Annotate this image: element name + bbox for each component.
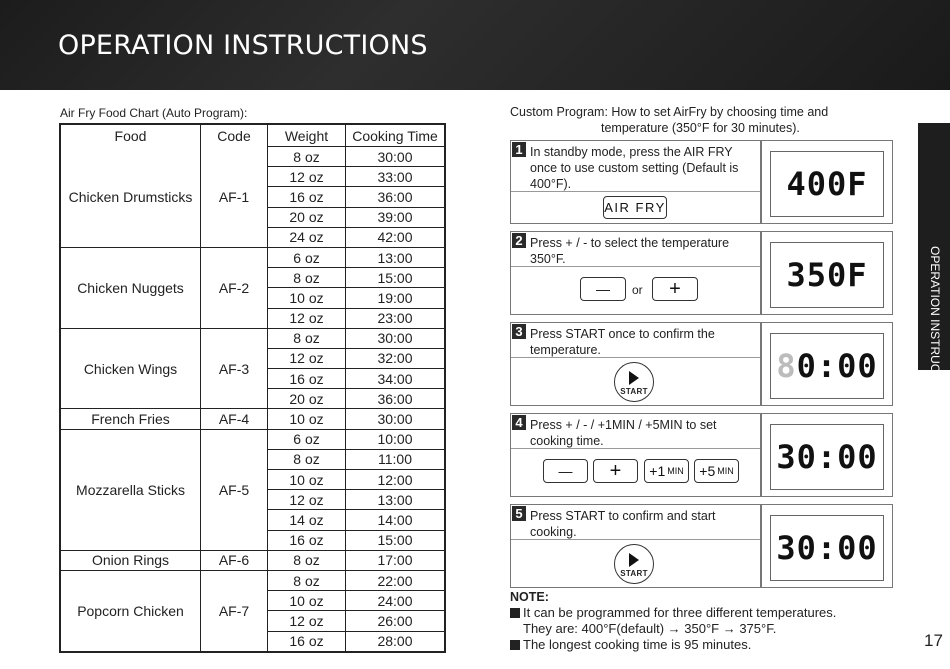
- bullet-square-icon: [510, 640, 520, 650]
- weight-cell: 24 oz: [268, 227, 346, 247]
- weight-cell: 16 oz: [268, 530, 346, 550]
- cooking-time-cell: 11:00: [346, 449, 445, 469]
- plus-button[interactable]: +: [593, 459, 638, 483]
- food-cell: Popcorn Chicken: [61, 570, 201, 651]
- weight-cell: 8 oz: [268, 449, 346, 469]
- step-4: [510, 413, 761, 497]
- plus-5-label: +5: [699, 463, 716, 479]
- food-cell: Chicken Nuggets: [61, 247, 201, 328]
- display-panel: [761, 140, 893, 224]
- display-panel: [761, 504, 893, 588]
- cooking-time-cell: 36:00: [346, 187, 445, 207]
- display-panel: [761, 413, 893, 497]
- cooking-time-cell: 14:00: [346, 510, 445, 530]
- note-line1: It can be programmed for three different temperatures.: [523, 605, 837, 620]
- step-text: Press + / - to select the temperature 350°F.: [530, 236, 730, 266]
- cooking-time-cell: 13:00: [346, 490, 445, 510]
- step-1: [510, 140, 761, 224]
- weight-cell: 6 oz: [268, 429, 346, 449]
- note-line3: The longest cooking time is 95 minutes.: [523, 637, 752, 652]
- led-display: [770, 424, 884, 490]
- step-number: 3: [512, 324, 526, 339]
- table-row: [61, 147, 445, 167]
- page-title: OPERATION INSTRUCTIONS: [58, 30, 428, 61]
- weight-cell: 8 oz: [268, 570, 346, 590]
- cooking-time-cell: 19:00: [346, 288, 445, 308]
- weight-cell: 8 oz: [268, 328, 346, 348]
- page-number: 17: [924, 631, 943, 650]
- led-display: [770, 151, 884, 217]
- plus-5-min-button[interactable]: [694, 459, 739, 483]
- weight-cell: 12 oz: [268, 167, 346, 187]
- cooking-time-cell: 24:00: [346, 591, 445, 611]
- play-icon: [629, 371, 639, 385]
- weight-cell: 16 oz: [268, 631, 346, 651]
- cooking-time-cell: 23:00: [346, 308, 445, 328]
- weight-cell: 12 oz: [268, 348, 346, 368]
- note-item-continued: [510, 621, 776, 637]
- or-label: or: [632, 283, 643, 297]
- cooking-time-cell: 17:00: [346, 550, 445, 570]
- food-cell: Chicken Drumsticks: [61, 147, 201, 248]
- code-cell: AF-3: [201, 328, 268, 409]
- minus-button[interactable]: —: [543, 459, 588, 483]
- minus-button[interactable]: —: [580, 277, 626, 301]
- step-text: In standby mode, press the AIR FRY once to use custom setting (Default is 400°F).: [530, 145, 739, 191]
- code-cell: AF-1: [201, 147, 268, 248]
- display-value: 30:00: [776, 438, 878, 476]
- start-label: START: [620, 568, 648, 578]
- display-panel: [761, 231, 893, 315]
- weight-cell: 20 oz: [268, 389, 346, 409]
- page-header: [0, 0, 950, 90]
- food-chart-caption: Air Fry Food Chart (Auto Program):: [60, 106, 248, 120]
- display-value: 400F: [786, 165, 868, 203]
- header-food: Food: [61, 125, 201, 147]
- food-cell: French Fries: [61, 409, 201, 429]
- weight-cell: 12 oz: [268, 308, 346, 328]
- food-cell: Mozzarella Sticks: [61, 429, 201, 550]
- weight-cell: 14 oz: [268, 510, 346, 530]
- weight-cell: 10 oz: [268, 288, 346, 308]
- air-fry-food-chart: [60, 124, 445, 652]
- code-cell: AF-2: [201, 247, 268, 328]
- custom-caption-line2: temperature (350°F for 30 minutes).: [601, 121, 800, 135]
- play-icon: [629, 553, 639, 567]
- step-text: Press + / - / +1MIN / +5MIN to set cooking time.: [530, 418, 717, 448]
- step-5: [510, 504, 761, 588]
- table-row: [61, 247, 445, 267]
- cooking-time-cell: 32:00: [346, 348, 445, 368]
- note-line2: They are: 400°F(default) → 350°F → 375°F.: [523, 621, 777, 636]
- table-row: [61, 429, 445, 449]
- weight-cell: 6 oz: [268, 247, 346, 267]
- weight-cell: 20 oz: [268, 207, 346, 227]
- led-display: [770, 333, 884, 399]
- display-value: 30:00: [776, 529, 878, 567]
- note-item: [510, 637, 751, 653]
- cooking-time-cell: 15:00: [346, 268, 445, 288]
- header-weight: Weight: [268, 125, 346, 147]
- start-button[interactable]: [614, 362, 654, 402]
- step-number: 5: [512, 506, 526, 521]
- note-title: NOTE:: [510, 590, 549, 604]
- cooking-time-cell: 13:00: [346, 247, 445, 267]
- weight-cell: 10 oz: [268, 591, 346, 611]
- weight-cell: 10 oz: [268, 409, 346, 429]
- cooking-time-cell: 10:00: [346, 429, 445, 449]
- cooking-time-cell: 22:00: [346, 570, 445, 590]
- min-label: MIN: [717, 466, 734, 476]
- step-3: [510, 322, 761, 406]
- food-cell: Onion Rings: [61, 550, 201, 570]
- cooking-time-cell: 28:00: [346, 631, 445, 651]
- code-cell: AF-5: [201, 429, 268, 550]
- display-value: 0:00: [796, 347, 878, 385]
- weight-cell: 16 oz: [268, 187, 346, 207]
- plus-button[interactable]: +: [652, 277, 698, 301]
- header-cooking-time: Cooking Time: [346, 125, 445, 147]
- table-row: [61, 328, 445, 348]
- food-cell: Chicken Wings: [61, 328, 201, 409]
- weight-cell: 16 oz: [268, 369, 346, 389]
- side-tab-label: OPERATION INSTRUCTIONS: [928, 246, 942, 410]
- step-text: Press START to confirm and start cooking.: [530, 509, 716, 539]
- step-2: [510, 231, 761, 315]
- custom-caption-line1: Custom Program: How to set AirFry by choosing time and: [510, 105, 829, 119]
- cooking-time-cell: 30:00: [346, 409, 445, 429]
- cooking-time-cell: 34:00: [346, 369, 445, 389]
- weight-cell: 8 oz: [268, 147, 346, 167]
- custom-program-caption: [510, 104, 828, 136]
- cooking-time-cell: 33:00: [346, 167, 445, 187]
- weight-cell: 12 oz: [268, 490, 346, 510]
- cooking-time-cell: 39:00: [346, 207, 445, 227]
- table-row: [61, 570, 445, 590]
- led-display: [770, 515, 884, 581]
- bullet-square-icon: [510, 608, 520, 618]
- note-item: [510, 605, 836, 621]
- cooking-time-cell: 30:00: [346, 147, 445, 167]
- plus-1-label: +1: [649, 463, 666, 479]
- code-cell: AF-4: [201, 409, 268, 429]
- step-number: 2: [512, 233, 526, 248]
- table-row: [61, 409, 445, 429]
- header-code: Code: [201, 125, 268, 147]
- cooking-time-cell: 15:00: [346, 530, 445, 550]
- start-button[interactable]: [614, 544, 654, 584]
- cooking-time-cell: 30:00: [346, 328, 445, 348]
- cooking-time-cell: 12:00: [346, 470, 445, 490]
- cooking-time-cell: 26:00: [346, 611, 445, 631]
- code-cell: AF-6: [201, 550, 268, 570]
- table-row: [61, 550, 445, 570]
- cooking-time-cell: 42:00: [346, 227, 445, 247]
- weight-cell: 10 oz: [268, 470, 346, 490]
- start-label: START: [620, 386, 648, 396]
- display-ghost-digit: 8: [776, 347, 797, 385]
- air-fry-button[interactable]: AIR FRY: [603, 196, 667, 219]
- weight-cell: 8 oz: [268, 550, 346, 570]
- min-label: MIN: [667, 466, 684, 476]
- step-text: Press START once to confirm the temperature.: [530, 327, 715, 357]
- led-display: [770, 242, 884, 308]
- weight-cell: 12 oz: [268, 611, 346, 631]
- weight-cell: 8 oz: [268, 268, 346, 288]
- step-number: 4: [512, 415, 526, 430]
- cooking-time-cell: 36:00: [346, 389, 445, 409]
- step-number: 1: [512, 142, 526, 157]
- display-value: 350F: [786, 256, 868, 294]
- display-panel: [761, 322, 893, 406]
- plus-1-min-button[interactable]: [644, 459, 689, 483]
- side-section-tab: [918, 123, 950, 410]
- code-cell: AF-7: [201, 570, 268, 651]
